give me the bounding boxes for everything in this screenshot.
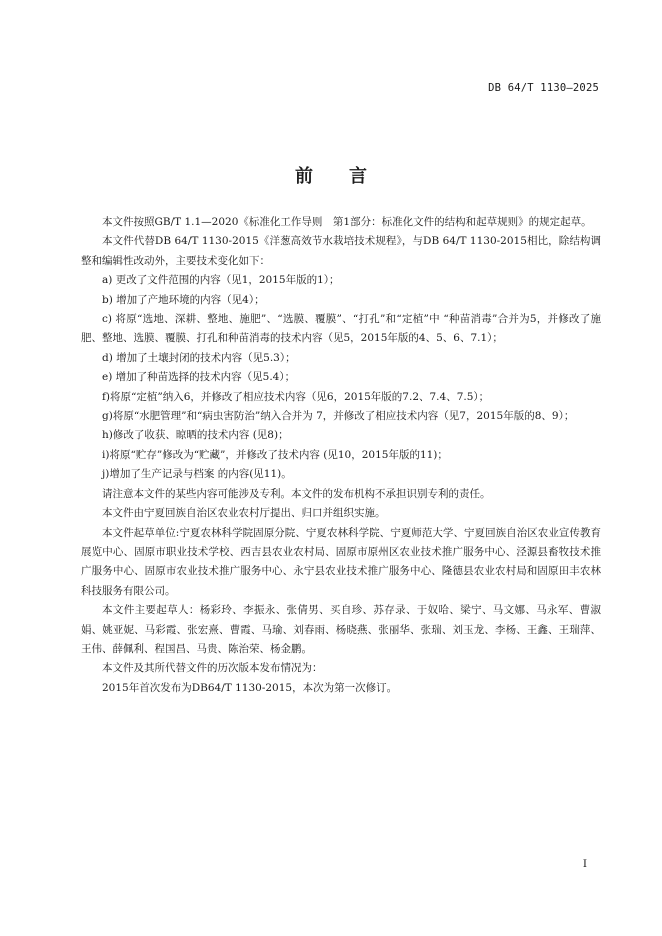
change-item-g: g)将原“水肥管理”和“病虫害防治”纳入合并为 7，并修改了相应技术内容（见7，2015年版的8、9）； <box>102 410 575 423</box>
page-title-char-1: 前 <box>295 166 313 187</box>
paragraph-drafting-units: 本文件起草单位:宁夏农林科学院固原分院、宁夏农林科学院、宁夏师范大学、宁夏回族自治区农业宣传教育展览中心、固原市职业技术学校、西吉县农业农村局、固原市原州区农业技术推广服务中心、泾源县畜牧技术推广服务中心、固原市农业技术推广服务中心、永宁县农业技术推广服务中心、隆德县农业农村局和固原田丰农林科技服务有限公司。 <box>81 526 601 597</box>
change-item-a: a) 更改了文件范围的内容（见1，2015年版的1）； <box>102 274 340 287</box>
paragraph-history-2015: 2015年首次发布为DB64/T 1130-2015，本次为第一次修订。 <box>102 681 398 694</box>
paragraph-drafting-rules: 本文件按照GB/T 1.1—2020《标准化工作导则 第1部分：标准化文件的结构和起草规则》的规定起草。 <box>102 216 592 228</box>
paragraph-patent-notice: 请注意本文件的某些内容可能涉及专利。本文件的发布机构不承担识别专利的责任。 <box>102 487 491 500</box>
change-item-d: d) 增加了土壤封闭的技术内容（见5.3）； <box>102 351 296 364</box>
page-number: I <box>582 858 587 870</box>
change-item-i: i)将原“贮存”修改为“贮藏”，并修改了技术内容 (见10，2015年版的11)； <box>102 448 448 461</box>
paragraph-drafters: 本文件主要起草人：杨彩玲、李振永、张倩男、买自珍、苏存录、于奴哈、梁宁、马文娜、马永军、曹淑娟、姚亚妮、马彩霞、张宏熹、曹霞、马瑜、刘春雨、杨晓燕、张丽华、张瑞、刘玉龙、李杨、王鑫、王瑞萍、王伟、薛佩利、程国昌、马贵、陈治荣、杨金鹏。 <box>81 604 601 655</box>
foreword-body <box>81 213 601 698</box>
page-title <box>0 162 662 188</box>
change-item-b: b) 增加了产地环境的内容（见4）； <box>102 293 265 306</box>
change-item-c: c) 将原“选地、深耕、整地、施肥”、“选膜、覆膜”、“打孔”和“定植”中 “种苗消毒”合并为5，并修改了施肥、整地、选膜、覆膜、打孔和种苗消毒的技术内容（见5，2015年版的4、5、6、7.1）； <box>81 313 601 345</box>
standard-code: DB 64/T 1130—2025 <box>488 82 599 94</box>
change-item-j: j)增加了生产记录与档案 的内容(见11)。 <box>102 468 292 481</box>
paragraph-history-intro: 本文件及其所代替文件的历次版本发布情况为： <box>102 662 323 675</box>
change-item-e: e) 增加了种苗选择的技术内容（见5.4）； <box>102 371 296 384</box>
paragraph-replacement-notice: 本文件代替DB 64/T 1130-2015《洋葱高效节水栽培技术规程》，与DB 64/T 1130-2015相比，除结构调整和编辑性改动外，主要技术变化如下： <box>81 235 601 267</box>
change-item-h: h)修改了收获、晾晒的技术内容 (见8)； <box>102 429 289 442</box>
page-title-char-2: 言 <box>349 166 367 187</box>
change-item-f: f)将原“定植”纳入6，并修改了相应技术内容（见6，2015年版的7.2、7.4、7.5）； <box>102 390 490 403</box>
paragraph-proposer: 本文件由宁夏回族自治区农业农村厅提出、归口并组织实施。 <box>102 507 386 520</box>
